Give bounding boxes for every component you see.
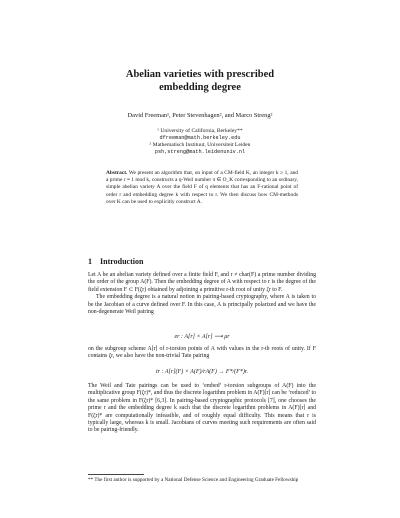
affiliation-2: ² Mathematisch Instituut, Universiteit Leiden [149, 142, 251, 148]
paragraph-2: The embedding degree is a natural notion in pairing-based cryptography, where A is taken to be the Jacobian of a curve defined over F. In this case, A is principally polarized and we have the non-degenerate Weil pairing [88, 294, 316, 316]
body-block-2 [88, 346, 316, 361]
equation-tate-pairing: tr : A[r](F) × A(F)/rA(F) → F*/(F*)r. [156, 369, 248, 375]
paper-title-line-2: embedding degree [159, 82, 241, 93]
affiliation-2-email: psh,streng@math.leidenuniv.nl [154, 149, 246, 155]
body-block-1 [88, 272, 316, 316]
abstract [106, 170, 298, 206]
abstract-text: We present an algorithm that, on input of a CM-field K, an integer k ≥ 1, and a prime r ≡ 1 mod k, constructs a q-Weil number π ∈ O_K corresponding to an ordinary, simple abelian variety A over the field F of q elements that has an F-rational point of order r and embedding degree k with respect to r. We then discuss how CM-methods over K can be used to explicitly construct A. [106, 170, 298, 205]
section-title: Introduction [100, 257, 144, 266]
footnote-rule [88, 474, 144, 475]
affiliation-1: ¹ University of California, Berkeley** [157, 128, 243, 134]
paragraph-4: The Weil and Tate pairings can be used to ‘embed’ r-torsion subgroups of A(F) into the multiplicative group F(ζr)*, and thus the discrete logarithm problem in A(F)[r] can be ‘reduced’ to the same problem in F(ζr)* [6,3]. In pairing-based cryptographic protocols [7], one chooses the prime r and the embedding degree k such that the discrete logarithm problems in A(F)[r] and F(ζr)* are computationally infeasible, and of roughly equal difficulty. This means that r is typically large, whereas k is small. Jacobians of curves meeting such requirements are often said to be pairing-friendly. [88, 383, 316, 434]
paragraph-1: Let A be an abelian variety defined over a finite field F, and r ≠ char(F) a prime number dividing the order of the group A(F). Then the embedding degree of A with respect to r is the degree of the field extension F ⊂ F(ζr) obtained by adjoining a primitive r-th root of unity ζr to F. [88, 272, 316, 293]
paper-title-line-1: Abelian varieties with prescribed [125, 69, 275, 80]
section-heading [88, 257, 143, 266]
section-number: 1 [88, 257, 92, 266]
author-list: David Freeman¹, Peter Stevenhagen², and Marco Streng² [127, 112, 273, 119]
affiliation-1-email: dfreeman@math.berkeley.edu [159, 135, 241, 141]
paragraph-3: on the subgroup scheme A[r] of r-torsion points of A with values in the r-th roots of unity. If F contains ζr, we also have the non-trivial Tate pairing [88, 346, 316, 360]
body-block-3 [88, 383, 316, 435]
equation-weil-pairing: er : A[r] × A[r] ⟶ μr [174, 334, 230, 340]
abstract-label: Abstract. [106, 170, 128, 176]
footnote: ** The first author is supported by a National Defense Science and Engineering Graduate Fellowship [88, 477, 299, 483]
